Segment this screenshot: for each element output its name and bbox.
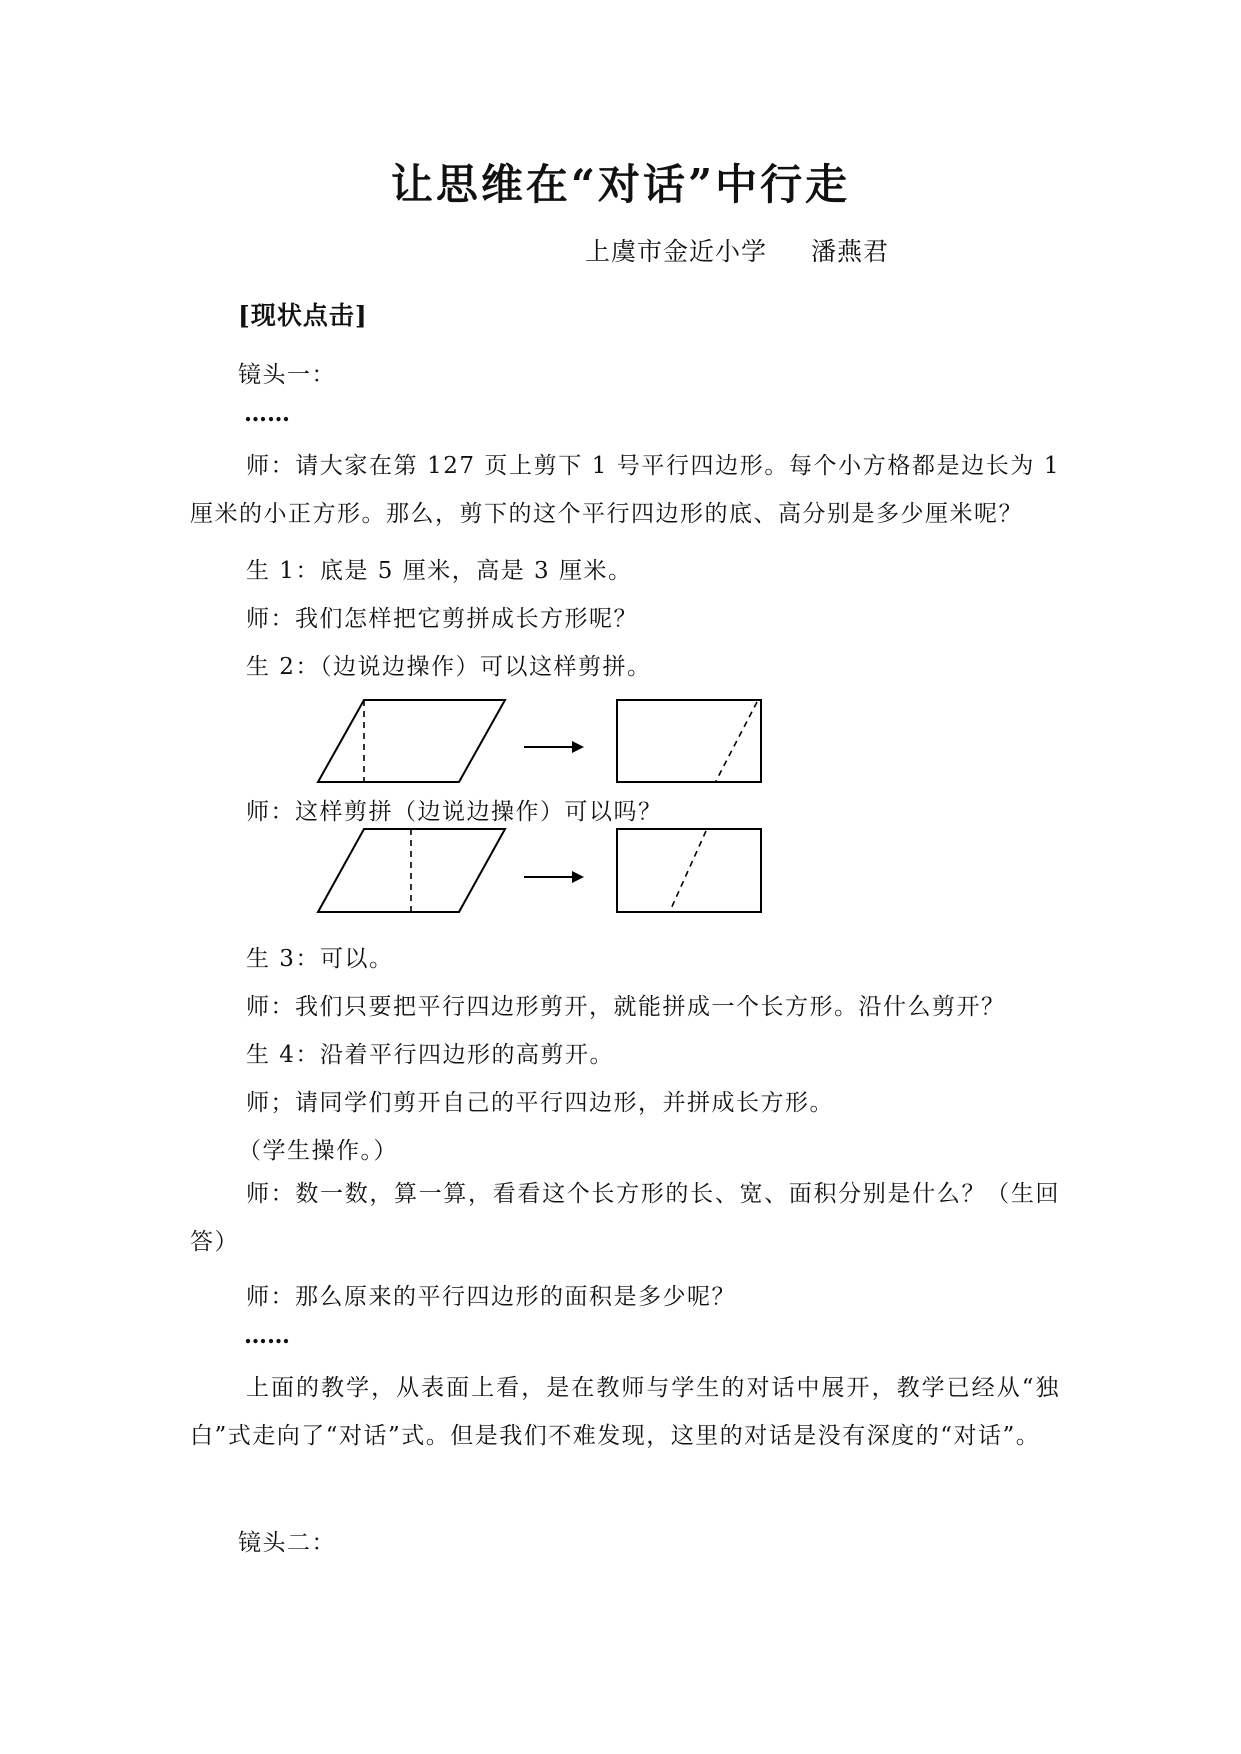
dialogue-line: 师：我们怎样把它剪拼成长方形呢？ [246,606,638,632]
ellipsis-top: …… [244,400,290,427]
arrow-head-icon [572,871,584,883]
dialogue-line: 生 4：沿着平行四边形的高剪开。 [246,1042,614,1068]
dialogue-line: 师：数一数，算一算，看看这个长方形的长、宽、面积分别是什么？（生回答） [190,1181,1060,1255]
author-name: 潘燕君 [811,237,890,266]
commentary-paragraph: 上面的教学，从表面上看，是在教师与学生的对话中展开，教学已经从“独白”式走向了“对话”式。但是我们不难发现，这里的对话是没有深度的“对话”。 [190,1375,1060,1449]
join-line-dashed [670,831,706,911]
dialogue-line: 生 1：底是 5 厘米，高是 3 厘米。 [246,558,633,584]
dialogue-line: 师：那么原来的平行四边形的面积是多少呢？ [246,1284,736,1310]
author-school: 上虞市金近小学 [585,237,768,266]
dialogue-line: 师；请同学们剪开自己的平行四边形，并拼成长方形。 [246,1090,834,1116]
scene2-label: 镜头二： [238,1530,336,1556]
dialogue-line: 生 2：（边说边操作）可以这样剪拼。 [246,654,652,680]
parallelogram-shape [318,700,505,782]
join-line-dashed [716,702,757,781]
figure-parallelogram-cut-2 [0,824,1241,924]
dialogue-line: 师：我们只要把平行四边形剪开，就能拼成一个长方形。沿什么剪开？ [246,994,1006,1020]
ellipsis-bottom: …… [244,1322,290,1349]
dialogue-line: （学生操作。） [238,1138,398,1164]
dialogue-line: 生 3：可以。 [246,946,394,972]
dialogue-line: 师：请大家在第 127 页上剪下 1 号平行四边形。每个小方格都是边长为 1 厘米的小正方形。那么，剪下的这个平行四边形的底、高分别是多少厘米呢？ [190,453,1060,527]
arrow-head-icon [572,741,584,753]
rectangle-shape [617,829,761,912]
dialogue-line: 师：这样剪拼（边说边操作）可以吗？ [246,799,663,825]
document-title: 让思维在“对话”中行走 [390,160,851,209]
author-line [585,232,889,268]
section-heading: [现状点击] [238,301,368,330]
rectangle-shape [617,700,761,782]
scene1-label: 镜头一： [238,362,336,388]
figure-parallelogram-cut-1 [0,695,1241,805]
